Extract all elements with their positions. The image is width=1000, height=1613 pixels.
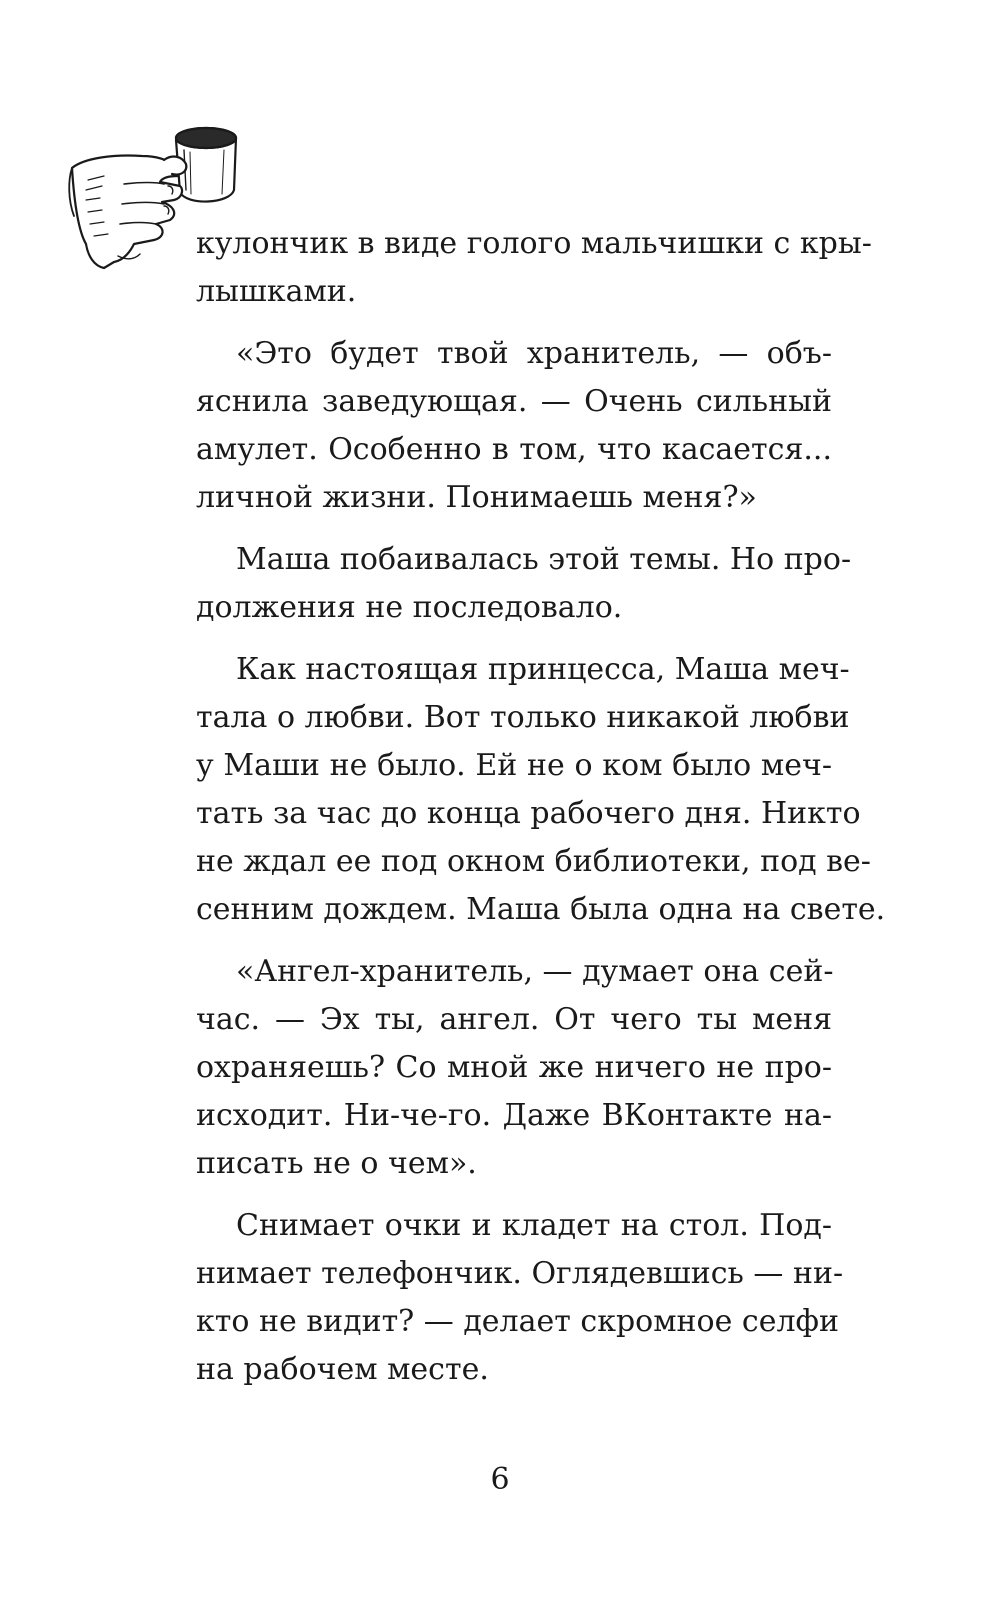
text-line: исходит. Ни-че-го. Даже ВКонтакте на- — [196, 1098, 832, 1133]
paragraph-6 — [196, 1202, 844, 1394]
text-line: час. — Эх ты, ангел. От чего ты меня — [196, 1002, 832, 1037]
paragraph-1 — [196, 220, 872, 316]
text-line: «Ангел-хранитель, — думает она сей- — [236, 954, 834, 989]
text-line: на рабочем месте. — [196, 1352, 489, 1387]
text-line: амулет. Особенно в том, что касается... — [196, 432, 832, 467]
text-line: писать не о чем». — [196, 1146, 477, 1181]
paragraph-4 — [196, 646, 886, 934]
paragraph-3 — [196, 536, 852, 632]
text-line: должения не последовало. — [196, 590, 623, 625]
text-line: Как настоящая принцесса, Маша меч- — [236, 652, 850, 687]
text-line: кулончик в виде голого мальчишки с кры- — [196, 226, 872, 261]
paragraph-5 — [196, 948, 832, 1188]
page-number: 6 — [490, 1462, 510, 1497]
text-line: «Это будет твой хранитель, — объ- — [236, 336, 832, 371]
body-text — [196, 220, 886, 1408]
text-line: яснила заведующая. — Очень сильный — [196, 384, 832, 419]
text-line: у Маши не было. Ей не о ком было меч- — [196, 748, 832, 783]
paragraph-2 — [196, 330, 832, 522]
text-line: лышками. — [196, 274, 357, 309]
text-line: личной жизни. Понимаешь меня?» — [196, 480, 757, 515]
text-line: не ждал ее под окном библиотеки, под ве- — [196, 844, 871, 879]
text-line: охраняешь? Со мной же ничего не про- — [196, 1050, 832, 1085]
text-line: кто не видит? — делает скромное селфи — [196, 1304, 839, 1339]
text-line: тать за час до конца рабочего дня. Никто — [196, 796, 861, 831]
text-line: Снимает очки и кладет на стол. Под- — [236, 1208, 832, 1243]
text-line: сенним дождем. Маша была одна на свете. — [196, 892, 886, 927]
text-line: нимает телефончик. Оглядевшись — ни- — [196, 1256, 844, 1291]
text-line: Маша побаивалась этой темы. Но про- — [236, 542, 852, 577]
text-line: тала о любви. Вот только никакой любви — [196, 700, 850, 735]
